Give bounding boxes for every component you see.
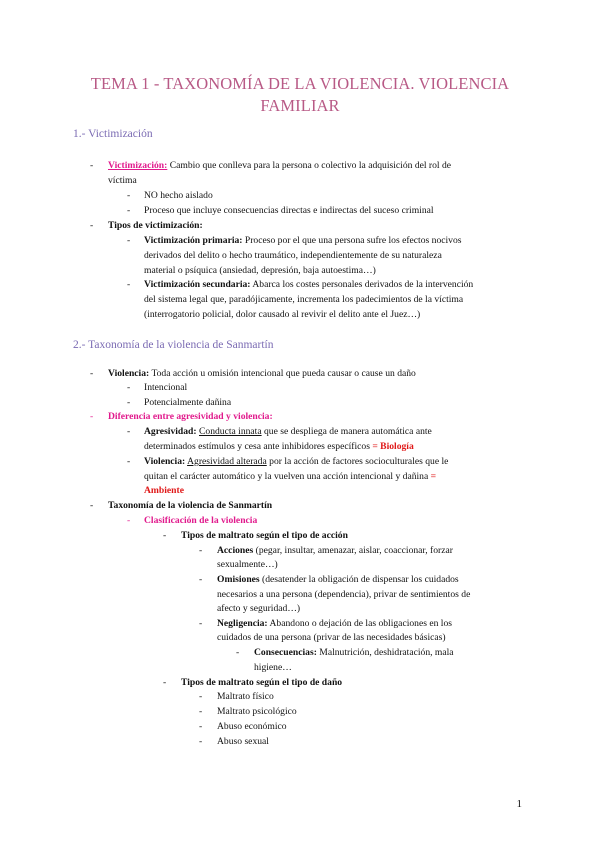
list-item: NO hecho aislado [144, 190, 213, 201]
victimizacion-definition: Victimización: Cambio que conlleva para la persona o colectivo la adquisición del rol de [108, 160, 452, 171]
list-item: Intencional [144, 382, 188, 393]
page-number: 1 [516, 798, 522, 810]
list-item: Abuso económico [217, 721, 287, 732]
tipos-dano-heading: Tipos de maltrato según el tipo de daño [181, 677, 343, 688]
list-item: Proceso que incluye consecuencias directas e indirectas del suceso criminal [144, 205, 434, 216]
tipos-accion-heading: Tipos de maltrato según el tipo de acción [181, 530, 348, 541]
taxonomia-heading: Taxonomía de la violencia de Sanmartín [108, 500, 273, 511]
diferencia-heading: Diferencia entre agresividad y violencia: [108, 411, 273, 422]
omisiones-item: Omisiones (desatender la obligación de dispensar los cuidados [217, 574, 459, 585]
list-item: Potencialmente dañina [144, 397, 232, 408]
violencia-alterada-definition: Violencia: Agresividad alterada por la acción de factores socioculturales que le [144, 456, 449, 467]
violencia-definition: Violencia: Toda acción u omisión intencional que pueda causar o cause un daño [108, 368, 416, 379]
document-title: TEMA 1 - TAXONOMÍA DE LA VIOLENCIA. VIOLENCIA FAMILIAR [90, 74, 510, 115]
list-item: Maltrato psicológico [217, 706, 297, 717]
agresividad-definition: Agresividad: Conducta innata que se despliega de manera automática ante [144, 426, 432, 437]
section-2-heading: 2.- Taxonomía de la violencia de Sanmartín [73, 339, 274, 351]
list-item: Abuso sexual [217, 736, 269, 747]
victimizacion-primaria: Victimización primaria: Proceso por el que una persona sufre los efectos nocivos [144, 235, 462, 246]
victimizacion-secundaria: Victimización secundaria: Abarca los costes personales derivados de la intervención [144, 279, 474, 290]
tipos-victimizacion: Tipos de victimización: [108, 220, 203, 231]
list-item: Maltrato físico [217, 691, 274, 702]
section-1-heading: 1.- Victimización [73, 128, 153, 140]
negligencia-item: Negligencia: Abandono o dejación de las obligaciones en los [217, 618, 452, 629]
acciones-item: Acciones (pegar, insultar, amenazar, aislar, coaccionar, forzar [217, 545, 453, 556]
clasificacion-heading: Clasificación de la violencia [144, 515, 258, 526]
consecuencias-item: Consecuencias: Malnutrición, deshidratación, mala [254, 647, 454, 658]
